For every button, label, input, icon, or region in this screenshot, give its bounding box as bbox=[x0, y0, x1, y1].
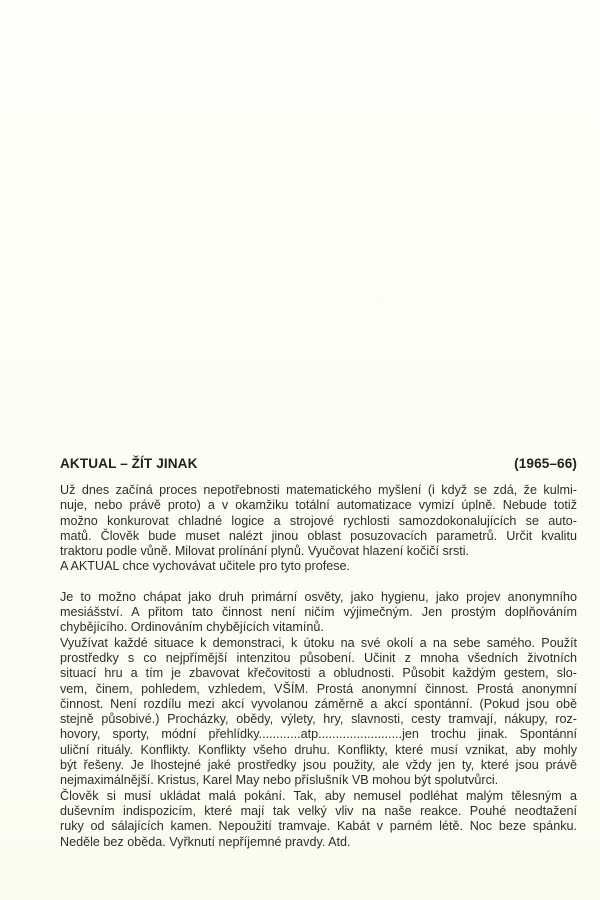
text-line: vem, činem, pohledem, vzhledem, VŠÍM. Prostá anonymní činnost. Prostá anonymní bbox=[60, 681, 577, 696]
text-line: situací hru a tím je zbavovat křečovitosti a obludnosti. Působit každým gestem, slo- bbox=[60, 666, 577, 681]
article-heading bbox=[60, 456, 577, 474]
text-line: prostředky s co nejpřímější intenzitou působení. Učinit z mnoha všedních životních bbox=[60, 650, 577, 665]
text-line: Je to možno chápat jako druh primární osvěty, jako hygienu, jako projev anonymního bbox=[60, 589, 577, 604]
text-line: ruky od sálajících kamen. Nepoužití tramvaje. Kabát v parném létě. Noc beze spánku. bbox=[60, 819, 577, 834]
text-line: nuje, nebo právě proto) a v okamžiku totální automatizace vymizí úplně. Nebude totiž bbox=[60, 498, 577, 513]
paragraph bbox=[60, 483, 577, 559]
text-line: chybějícího. Ordinováním chybějících vitamínů. bbox=[60, 620, 324, 635]
article-body bbox=[60, 483, 577, 850]
article-title: AKTUAL – ŽÍT JINAK bbox=[60, 456, 198, 471]
paragraph bbox=[60, 590, 577, 636]
text-line: Využívat každé situace k demonstraci, k útoku na své okolí a na sebe samého. Použít bbox=[60, 635, 577, 650]
text-line: Už dnes začíná proces nepotřebnosti matematického myšlení (i když se zdá, že kulmi- bbox=[60, 483, 577, 497]
text-line: Člověk si musí ukládat malá pokání. Tak, aby nemusel podléhat malým tělesným a bbox=[60, 788, 577, 803]
text-line: být řešeny. Je lhostejné jaké prostředky jsou použity, ale vždy jen ty, které jsou právě bbox=[60, 758, 577, 773]
paragraph bbox=[60, 636, 577, 789]
text-line: stejně působivé.) Procházky, obědy, výlety, hry, slavnosti, cesty tramvají, nákupy, roz- bbox=[60, 712, 577, 727]
text-line: uliční rituály. Konflikty. Konflikty všeho druhu. Konflikty, které musí vznikat, aby mohly bbox=[60, 742, 577, 757]
text-line: duševním indispozicím, které mají tak velký vliv na naše reakce. Pouhé neodtažení bbox=[60, 803, 577, 818]
paragraph bbox=[60, 559, 577, 574]
paragraph bbox=[60, 789, 577, 850]
text-line: činnost. Není rozdílu mezi akcí vyvolanou záměrně a akcí spontánní. (Pokud jsou obě bbox=[60, 696, 577, 711]
article bbox=[60, 456, 577, 850]
text-line: A AKTUAL chce vychovávat učitele pro tyto profese. bbox=[60, 559, 351, 574]
article-date-range: (1965–66) bbox=[514, 456, 577, 471]
text-line: možno konkurovat chladné logice a strojové rychlosti samozdokonalujících se auto- bbox=[60, 513, 577, 528]
text-line: matů. Člověk bude muset nalézt jinou oblast posuzovacích parametrů. Určit kvalitu bbox=[60, 528, 577, 543]
text-line: hovory, sporty, módní přehlídky............atp........................jen trochu jinak. Spontánní bbox=[60, 727, 577, 742]
text-line: nejmaximálnější. Kristus, Karel May nebo příslušník VB mohou být spolutvůrci. bbox=[60, 773, 499, 788]
text-line: mesiášství. A přitom tato činnost není ničím výjimečným. Jen prostým doplňováním bbox=[60, 605, 577, 620]
text-line: Neděle bez oběda. Vyřknutí nepříjemné pravdy. Atd. bbox=[60, 834, 351, 849]
text-line: traktoru podle vůně. Milovat prolínání plynů. Vyučovat hlazení kočičí srsti. bbox=[60, 544, 470, 559]
